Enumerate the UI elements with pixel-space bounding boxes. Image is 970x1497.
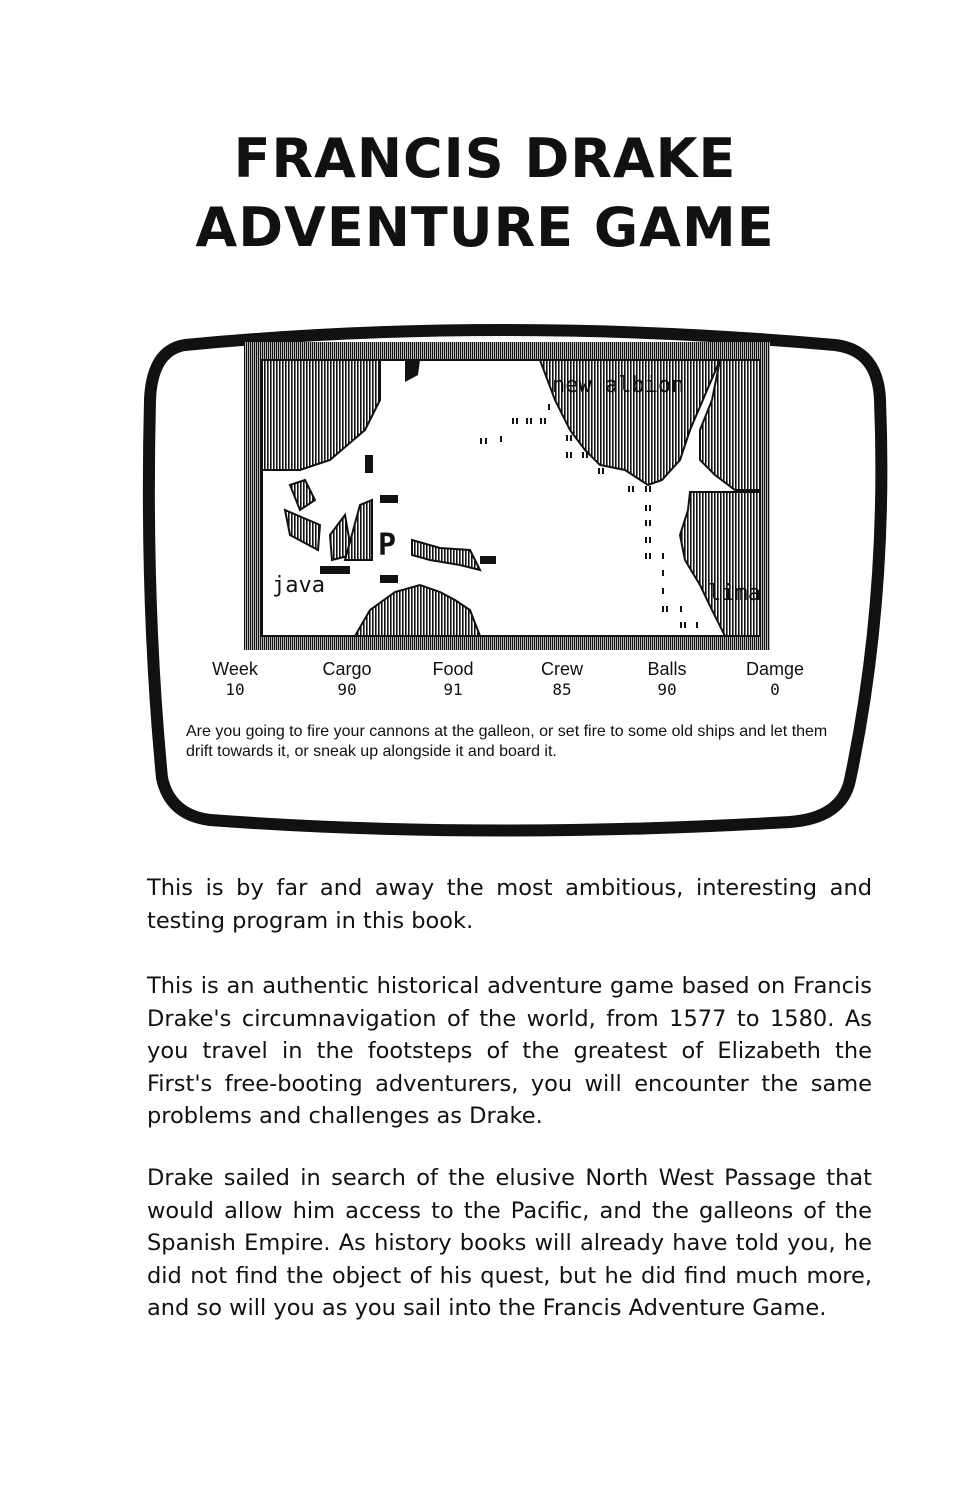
stat-balls [622, 658, 712, 700]
stat-label: Food [432, 659, 474, 679]
stat-label: Cargo [322, 659, 372, 679]
title-line-2: ADVENTURE GAME [195, 196, 775, 259]
stat-value: 91 [443, 680, 463, 699]
stat-food [408, 658, 498, 700]
map-label-new-albion: new albion [552, 373, 685, 398]
stat-week [190, 658, 280, 700]
stat-label: Balls [647, 659, 687, 679]
body-paragraph-1: This is by far and away the most ambitious, interesting and testing program in this book. [147, 875, 872, 934]
body-paragraph-3: Drake sailed in search of the elusive North West Passage that would allow him access to the Pacific, and the galleons of the Spanish Empire. As history books will already have told you, he did not find the object of his quest, but he did find much more, and so will you as you sail into the Francis Adventure Game. [147, 1165, 872, 1321]
stat-value: 90 [337, 680, 357, 699]
stat-crew [517, 658, 607, 700]
body-paragraph-2: This is an authentic historical adventure game based on Francis Drake's circumnavigation of the world, from 1577 to 1580. As you travel in the footsteps of the greatest of Elizabeth the First's free-booting adventurers, you will encounter the same problems and challenges as Drake. [147, 973, 872, 1129]
stat-value: 10 [225, 680, 245, 699]
stat-value: 0 [770, 680, 780, 699]
land-island-7 [380, 575, 398, 583]
title-line-1: FRANCIS DRAKE [233, 127, 737, 190]
stat-label: Damge [745, 659, 805, 679]
stat-label: Crew [540, 659, 583, 679]
game-message: Are you going to fire your cannons at the galleon, or set fire to some old ships and let them drift towards it, or sneak up alongside it and board it. [186, 723, 828, 760]
map-label-lima: lima [708, 581, 761, 606]
land-island-5 [365, 455, 373, 473]
stat-cargo [302, 658, 392, 700]
player-ship-marker: P [378, 528, 397, 563]
stat-value: 90 [657, 680, 677, 699]
map-label-java: java [272, 573, 325, 598]
status-bar [190, 658, 830, 704]
stat-value: 85 [552, 680, 572, 699]
stat-label: Week [212, 659, 258, 679]
game-map [244, 342, 770, 650]
land-island-6 [380, 495, 398, 503]
stat-damage [730, 658, 820, 700]
land-island-8 [480, 556, 496, 564]
